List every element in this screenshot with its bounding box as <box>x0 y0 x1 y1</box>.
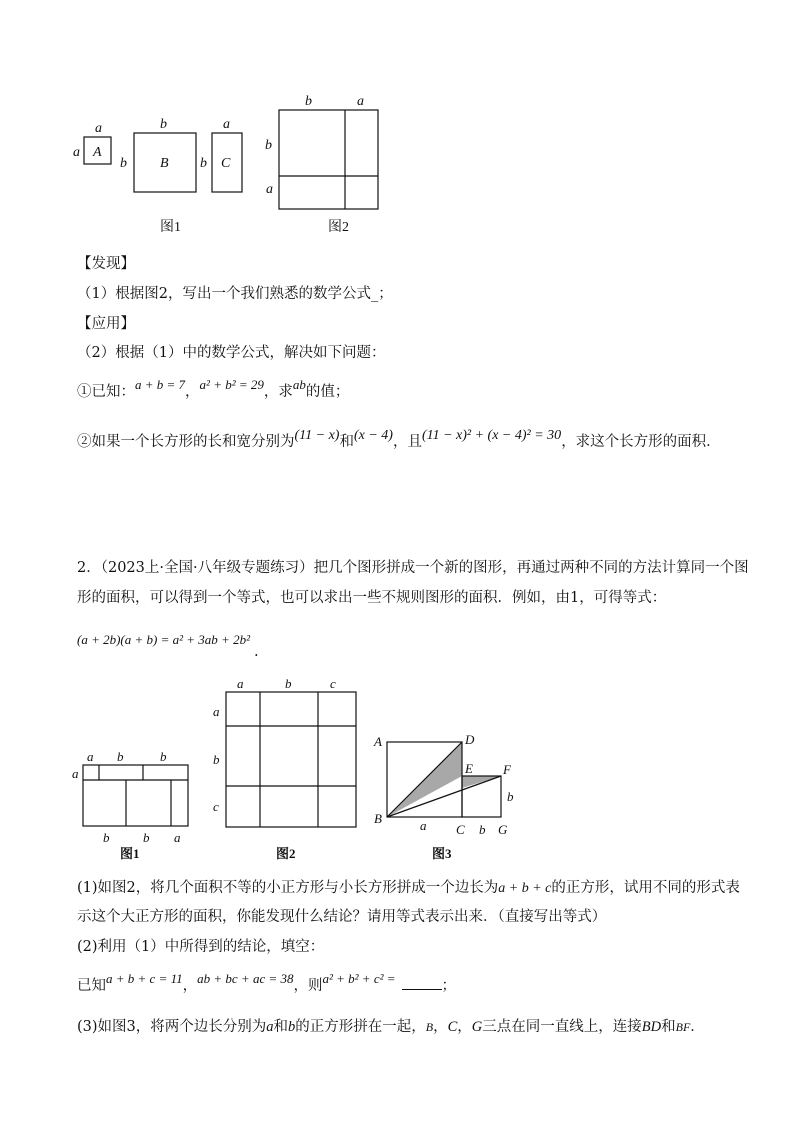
s3-BD: BD <box>641 1019 662 1035</box>
fig2b-c-left: c <box>213 799 219 814</box>
subq-2-line2 <box>77 971 457 996</box>
caption-fig2-bottom: 图2 <box>276 846 296 861</box>
c2-prefix: ②如果一个长方形的长和宽分别为 <box>77 434 295 450</box>
s2b-end: ； <box>441 978 457 994</box>
label-b-left-C: b <box>200 156 207 171</box>
subq-1-line2: 示这个大正方形的面积，你能发现什么结论？请用等式表示出来．（直接写出等式） <box>77 909 607 925</box>
fig3-b-bot: b <box>479 822 486 837</box>
problem2-line1: 2．（2023上·全国·八年级专题练习）把几个图形拼成一个新的图形，再通过两种不同的方法计算同一个图 <box>77 560 749 576</box>
c2-qie: ，且 <box>392 434 422 450</box>
fig2b-c-top: c <box>330 676 336 691</box>
condition-1 <box>77 377 350 402</box>
fig2b-b-top: b <box>285 676 292 691</box>
subq-2: (2)利用（1）中所得到的结论，填空： <box>77 939 325 955</box>
s3-c2: ， <box>457 1019 472 1035</box>
c2-suffix: ，求这个长方形的面积． <box>561 434 721 450</box>
label-C: C <box>221 156 231 171</box>
c1-sep: ， <box>185 384 200 400</box>
s3-BF: BF <box>675 1020 691 1034</box>
top-figures <box>0 0 800 240</box>
c2-eq: (11 − x)² + (x − 4)² = 30 <box>421 428 562 443</box>
caption-fig2-top: 图2 <box>328 220 349 235</box>
fig2b-a-top: a <box>237 676 244 691</box>
heading-apply: 【应用】 <box>77 316 135 332</box>
s1a-expr: a + b + c <box>498 881 552 896</box>
question-2: （2）根据（1）中的数学公式，解决如下问题： <box>77 345 386 361</box>
label-a-top-C: a <box>223 117 230 132</box>
caption-fig1-bottom: 图1 <box>120 846 140 861</box>
s2b-ze: ，则 <box>293 978 323 994</box>
fig3-b-right: b <box>507 789 514 804</box>
s2b-eq2: ab + bc + ac = 38 <box>197 971 294 986</box>
fig1b-a-bot: a <box>174 830 181 845</box>
c2-expr1: (11 − x) <box>294 428 340 443</box>
s3-c1: ， <box>433 1019 448 1035</box>
formula-expression: (a + 2b)(a + b) = a² + 3ab + 2b² <box>77 632 250 647</box>
fig1b-b-top1: b <box>117 749 124 764</box>
s1a-post: 的正方形，试用不同的形式表 <box>551 880 740 896</box>
label-a-left: a <box>73 145 80 160</box>
s3-G: G <box>471 1019 483 1035</box>
fig1b-b-bot2: b <box>143 830 150 845</box>
formula-end: . <box>253 644 259 660</box>
label-b-top-B: b <box>160 117 167 132</box>
fig1b-a-left: a <box>72 766 79 781</box>
big-square <box>279 110 378 209</box>
c1-suffix: 的值； <box>305 384 350 400</box>
label-b-left-B: b <box>120 156 127 171</box>
label-A: A <box>93 145 102 160</box>
fig3-bottom <box>387 742 501 817</box>
caption-fig3-bottom: 图3 <box>432 846 452 861</box>
fig1-bottom <box>83 765 188 826</box>
label-a-top: a <box>95 121 102 136</box>
problem2-line2: 形的面积，可以得到一个等式，也可以求出一些不规则图形的面积．例如，由1，可得等式： <box>77 590 667 606</box>
label-b-top-fig2: b <box>305 94 312 109</box>
c2-expr2: (x − 4) <box>353 428 393 443</box>
s2b-pre: 已知 <box>77 978 106 994</box>
answer-blank[interactable] <box>402 975 442 990</box>
pt-C: C <box>456 822 465 837</box>
subq-3 <box>77 1017 705 1037</box>
problem2-formula <box>77 630 259 660</box>
c1-ab: ab <box>292 377 306 392</box>
s3-pre: (3)如图3，将两个边长分别为 <box>77 1019 267 1035</box>
c2-he: 和 <box>339 434 354 450</box>
s2b-sep: ， <box>182 978 198 994</box>
label-a-left-fig2: a <box>266 182 273 197</box>
s3-he2: 和 <box>661 1019 676 1035</box>
fig3-a: a <box>420 818 427 833</box>
s1a-pre: (1)如图2，将几个面积不等的小正方形与小长方形拼成一个边长为 <box>77 880 499 896</box>
s3-mid2: 三点在同一直线上，连接 <box>482 1019 642 1035</box>
s3-he: 和 <box>273 1019 289 1035</box>
s2b-eq3: a² + b² + c² = <box>322 971 396 986</box>
pt-G: G <box>498 822 508 837</box>
label-B: B <box>160 156 169 171</box>
s3-C: C <box>447 1019 458 1035</box>
bottom-figures <box>0 672 800 872</box>
label-b-left-fig2: b <box>265 138 272 153</box>
label-a-top-fig2: a <box>357 94 364 109</box>
s3-a: a <box>266 1019 274 1035</box>
c1-qiu: ，求 <box>263 384 293 400</box>
pt-F: F <box>503 762 511 777</box>
fig2-top <box>279 110 378 209</box>
question-1: （1）根据图2，写出一个我们熟悉的数学公式_； <box>77 286 393 302</box>
fig2-outer <box>226 692 356 827</box>
pt-E: E <box>465 761 473 776</box>
s2b-eq1: a + b + c = 11 <box>106 971 183 986</box>
heading-discover: 【发现】 <box>77 256 135 272</box>
s3-end: ． <box>690 1019 705 1035</box>
s3-b: b <box>288 1019 296 1035</box>
condition-2 <box>77 428 721 453</box>
fig2b-a-left: a <box>213 704 220 719</box>
fig1b-b-bot1: b <box>103 830 110 845</box>
s3-B: B <box>425 1020 434 1034</box>
caption-fig1-top: 图1 <box>160 220 181 235</box>
pt-A: A <box>374 734 382 749</box>
shaded-region <box>387 742 501 817</box>
pt-B: B <box>374 811 382 826</box>
fig1b-a-top: a <box>87 749 94 764</box>
c1-eq2: a² + b² = 29 <box>199 377 264 392</box>
c1-eq1: a + b = 7 <box>135 377 186 392</box>
fig2-bottom <box>226 692 356 827</box>
c1-prefix: ①已知： <box>77 384 135 400</box>
pt-D: D <box>465 732 475 747</box>
subq-1-line1 <box>77 878 740 899</box>
fig2b-b-left: b <box>213 752 220 767</box>
fig1b-b-top2: b <box>160 749 167 764</box>
s3-mid: 的正方形拼在一起， <box>295 1019 426 1035</box>
